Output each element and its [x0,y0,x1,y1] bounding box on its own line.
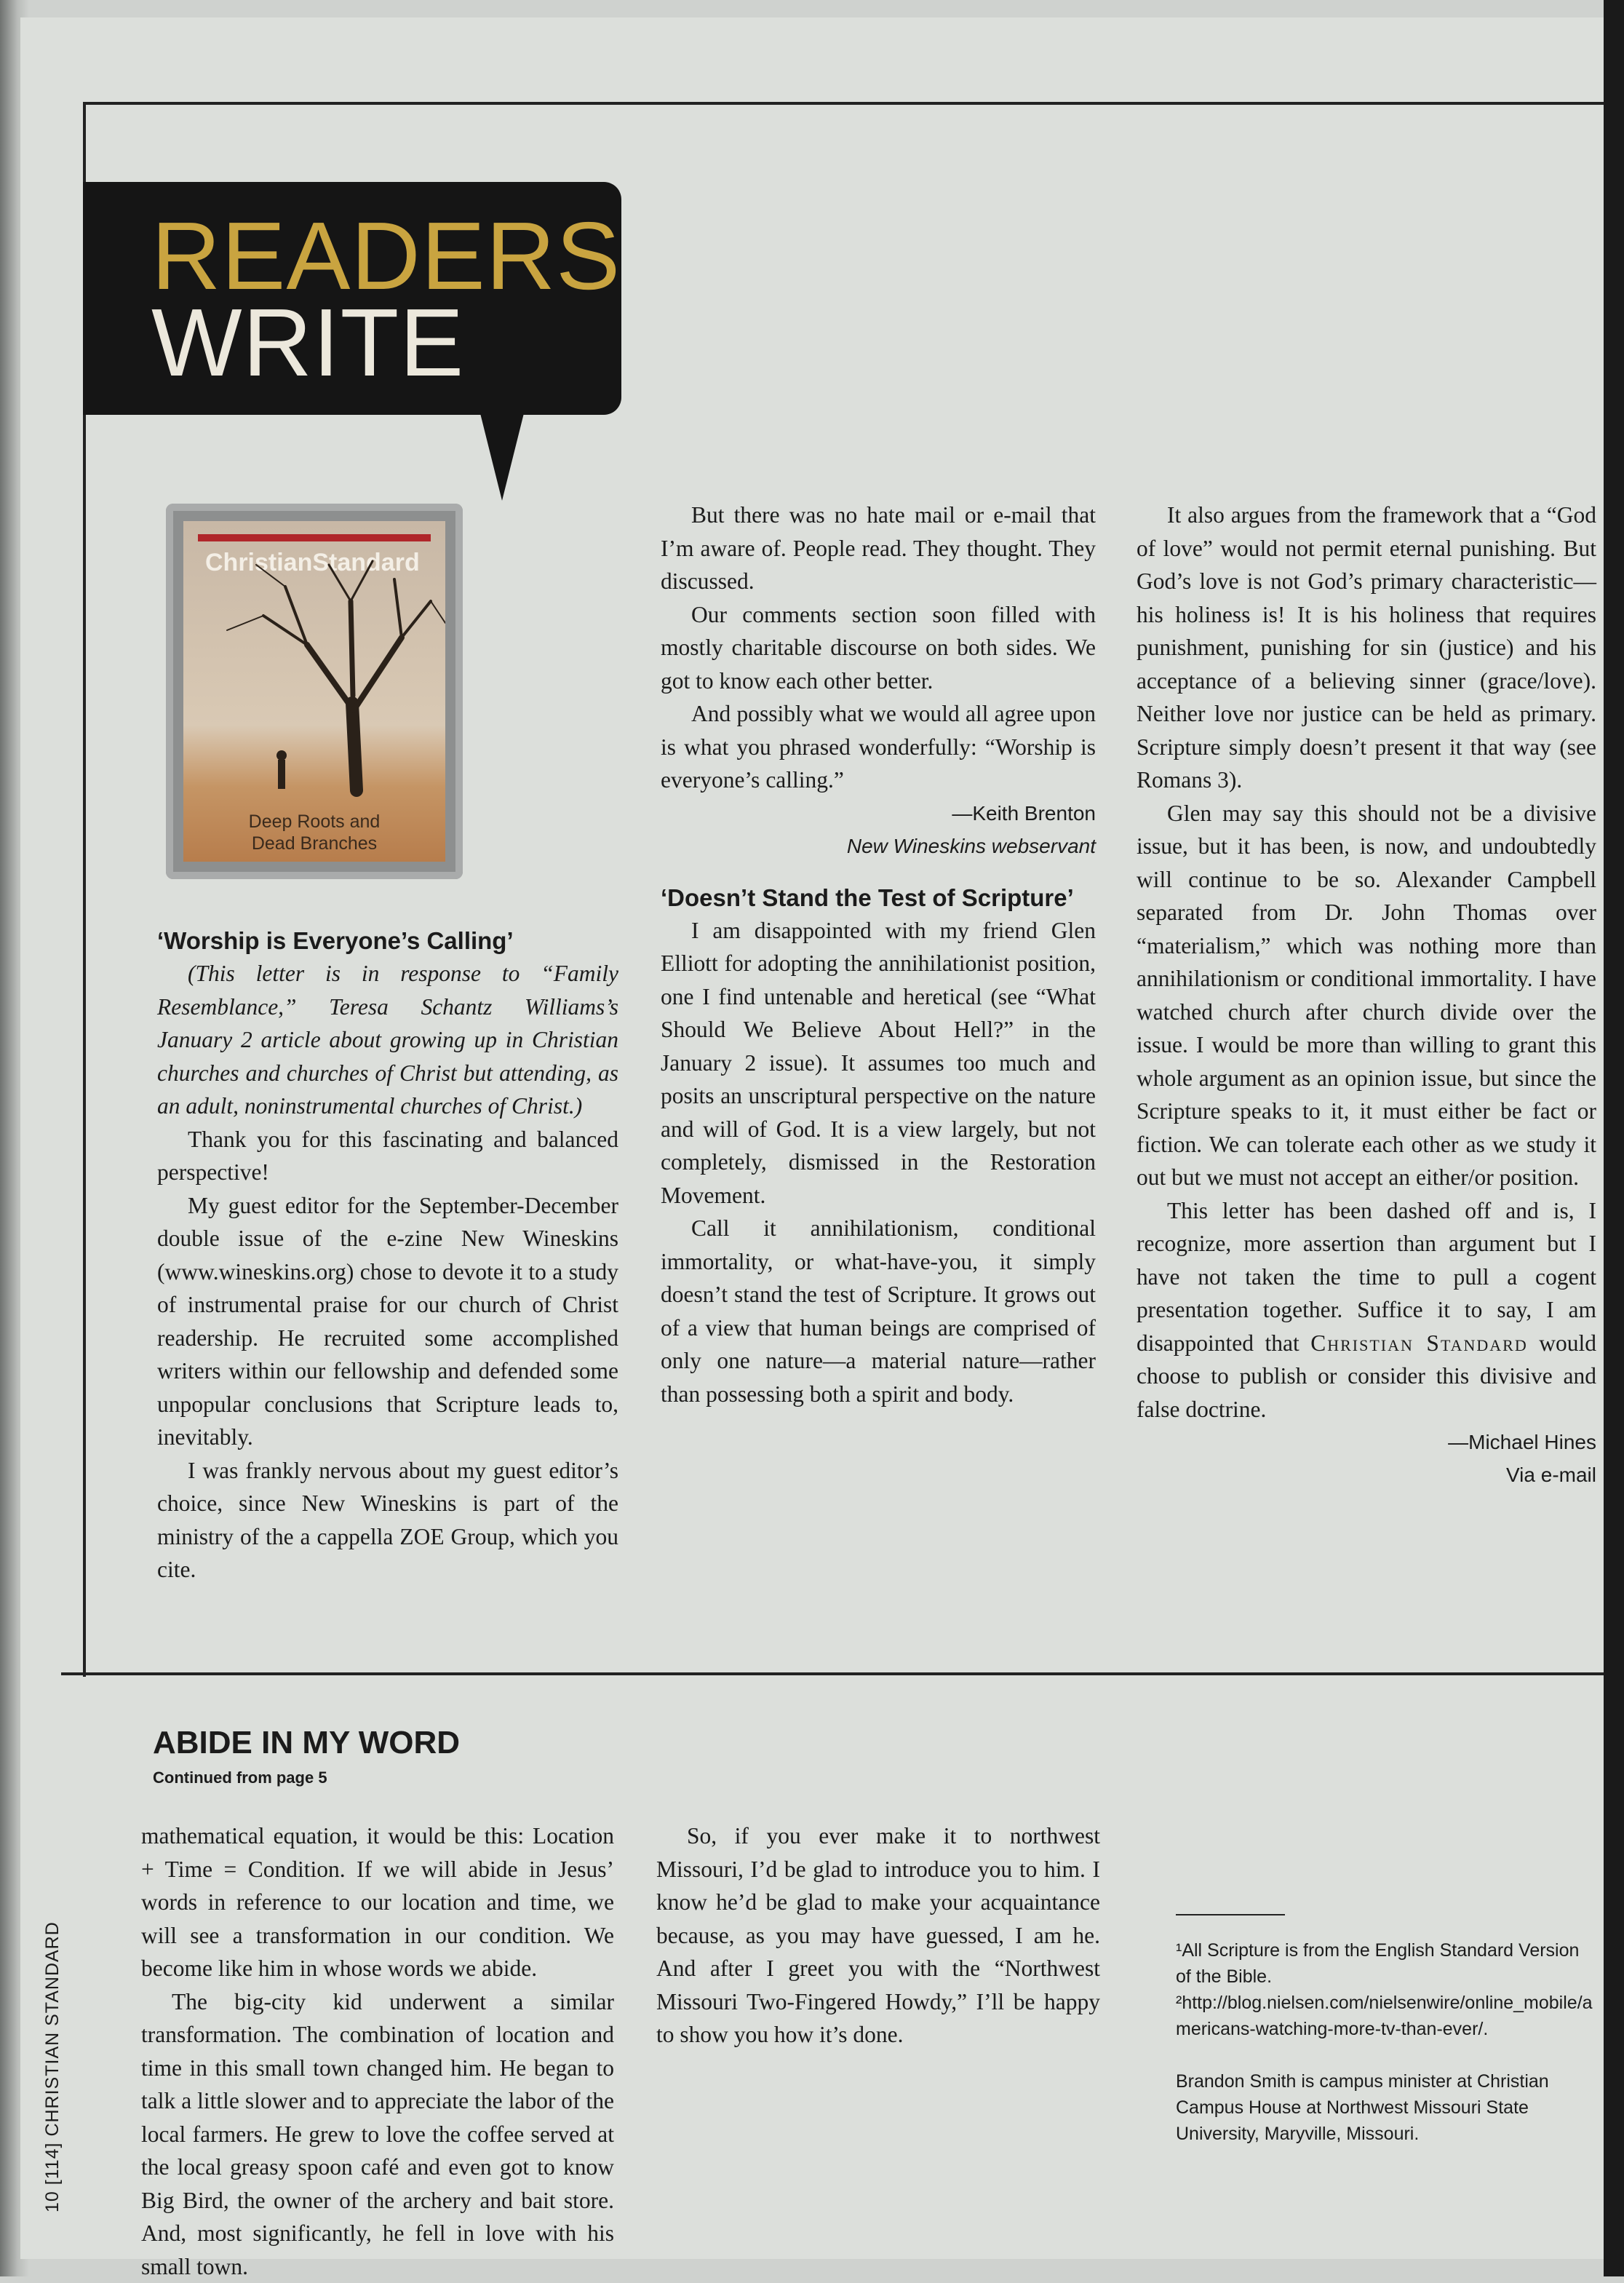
letter1-paragraph: But there was no hate mail or e-mail that I’m aware of. People read. They thought. They discussed. [661,499,1096,598]
letter1-paragraph: Our comments section soon filled with mostly charitable discourse on both sides. We got to know each other better. [661,598,1096,698]
footnotes [1176,1914,1598,2147]
letters-column-1 [157,924,618,1587]
letters-column-3 [1137,499,1596,1491]
author-bio: Brandon Smith is campus minister at Christian Campus House at Northwest Missouri State University, Maryville, Missouri. [1176,2068,1598,2147]
continued-from-note: Continued from page 5 [153,1768,327,1787]
abide-paragraph: The big-city kid underwent a similar transformation. The combination of location and time in this small town changed him. He began to talk a little slower and to appreciate the labor of the local farmers. He grew to love the coffee served at the local greasy spoon café and even got to know Big Bird, the owner of the archery and bait store. And, most significantly, he fell in love with his small town. [141,1985,614,2283]
page-edge-shadow [1604,0,1624,2276]
magazine-cover-stamp [166,504,463,879]
letter1-signature-role: New Wineskins webservant [661,830,1096,862]
letter1-paragraph: I was frankly nervous about my guest editor’s choice, since New Wineskins is part of the ministry of the a cappella ZOE Group, which you cite. [157,1454,618,1587]
banner-title-line2: WRITE [151,295,464,391]
footnote-2: ²http://blog.nielsen.com/nielsenwire/online_mobile/americans-watching-more-tv-than-ever/. [1176,1990,1598,2042]
cover-caption-line2: Dead Branches [183,834,445,853]
page-folio: 10 [114] CHRISTIAN STANDARD [42,1921,63,2212]
cover-caption-line1: Deep Roots and [183,812,445,831]
letter2-text: would choose to publish or consider this divisive and false doctrine. [1137,1330,1596,1422]
letter1-paragraph: Thank you for this fascinating and balanced perspective! [157,1123,618,1189]
section-divider [61,1672,1611,1675]
letter2-paragraph: Glen may say this should not be a divisive issue, but it has been, is now, and undoubtedly will continue to be so. Alexander Campbell separated from Dr. John Thomas over “materialism,” which was nothing more than annihilationism or conditional immortality. I have watched church after church divide over the issue. I would be more than willing to grant this whole argument as an opinion issue, but since the Scripture speaks to it, it must either be fact or fiction. We can tolerate each other as we study it out but we must not accept an either/or position. [1137,797,1596,1194]
abide-column-2 [656,1819,1100,2052]
magazine-name: Christian Standard [1310,1330,1528,1356]
letter2-signature-role: Via e-mail [1137,1458,1596,1491]
footnote-1: ¹All Scripture is from the English Standard Version of the Bible. [1176,1937,1598,1990]
letter1-paragraph: And possibly what we would all agree upon is what you phrased wonderfully: “Worship is everyone’s calling.” [661,697,1096,797]
letter1-headline: ‘Worship is Everyone’s Calling’ [157,924,618,957]
letter1-signature: —Keith Brenton [661,797,1096,830]
cover-masthead: ChristianStandard [205,549,420,577]
cover-image [183,521,445,862]
abide-section-title: ABIDE IN MY WORD [153,1725,460,1761]
abide-paragraph: mathematical equation, it would be this: Location + Time = Condition. If we will abide in Jesus’ words in reference to our location and time, we will see a transformation in our condition. We become like him in whose words we abide. [141,1819,614,1985]
letter2-paragraph: It also argues from the framework that a “God of love” would not permit eternal punishing. But God’s love is not God’s primary characteristic—his holiness is! It is his holiness that requires punishment, punishing for sin (justice) and his acceptance of a believing sinner (grace/love). Neither love nor justice can be held as primary. Scripture simply doesn’t present it that way (see Romans 3). [1137,499,1596,797]
letter2-paragraph: I am disappointed with my friend Glen Elliott for adopting the annihilationist position, one I find untenable and heretical (see “What Should We Believe About Hell?” in the January 2 issue). It assumes too much and posits an unscriptural perspective on the nature and will of God. It is a view largely, but not completely, dismissed in the Restoration Movement. [661,914,1096,1212]
speech-bubble-tail [480,413,524,501]
abide-paragraph: So, if you ever make it to northwest Missouri, I’d be glad to introduce you to him. I know he’d be glad to make your acquaintance because, as you may have guessed, I am he. And after I greet you with the “Northwest Missouri Two-Fingered Howdy,” I’ll be happy to show you how it’s done. [656,1819,1100,2052]
abide-column-1 [141,1819,614,2283]
letter2-text: This letter has been dashed off and is, I recognize, more assertion than argument but I have not taken the time to pull a cogent presentation together. Suffice it to say, I am disappointed that [1137,1198,1596,1356]
letter2-paragraph [1137,1194,1596,1426]
letter2-signature: —Michael Hines [1137,1426,1596,1458]
letters-column-2 [661,499,1096,1410]
footnote-rule [1176,1914,1285,1915]
letter1-paragraph: My guest editor for the September-December double issue of the e-zine New Wineskins (www.wineskins.org) chose to devote it to a study of instrumental praise for our church of Christ readership. He recruited some accomplished writers within our fellowship and defended some unpopular conclusions that Scripture leads to, inevitably. [157,1189,618,1454]
tree-illustration [183,521,445,862]
letter2-headline: ‘Doesn’t Stand the Test of Scripture’ [661,881,1096,914]
banner-title-line1: READERS [151,208,621,304]
letter1-intro: (This letter is in response to “Family Resemblance,” Teresa Schantz Williams’s January 2 article about growing up in Christian churches and churches of Christ but attending, as an adult, noninstrumental churches of Christ.) [157,957,618,1123]
letter2-paragraph: Call it annihilationism, conditional immortality, or what-have-you, it simply doesn’t stand the test of Scripture. It grows out of a view that human beings are comprised of only one nature—a material nature—rather than possessing both a spirit and body. [661,1212,1096,1410]
